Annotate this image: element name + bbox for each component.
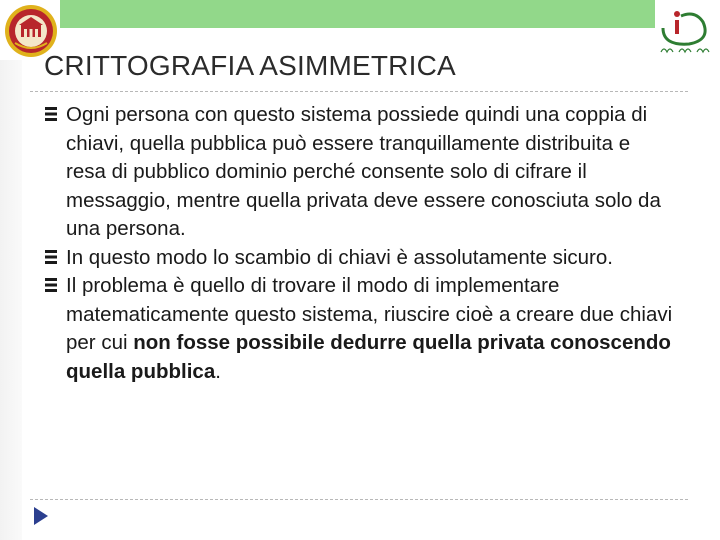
bullet-text [66, 274, 672, 383]
bullet-marker-icon [44, 276, 58, 294]
footer-divider [30, 499, 688, 500]
slide-title: CRITTOGRAFIA ASIMMETRICA [44, 50, 456, 81]
bullet-list [44, 101, 674, 386]
bullet-text-bold: non fosse possibile dedurre quella privata conoscendo quella pubblica [66, 331, 671, 383]
bullet-marker-icon [44, 105, 58, 123]
bullet-item [44, 101, 674, 244]
bullet-text: Ogni persona con questo sistema possiede quindi una coppia di chiavi, quella pubblica può essere tranquillamente distribuita e resa di pubblico dominio perché consente solo di cifrare il messaggio, mentre quella privata deve essere conosciuta solo da una persona. [66, 103, 661, 240]
bullet-text-plain: Il problema è quello di trovare il modo di implementare matematicamente questo sistema, riuscire cioè a creare due chiavi per cui [66, 274, 673, 354]
next-slide-arrow-icon[interactable] [33, 506, 49, 526]
department-logo-icon [655, 6, 717, 62]
bullet-item [44, 272, 674, 386]
bullet-marker-icon [44, 248, 58, 266]
left-margin-strip [0, 60, 28, 540]
top-accent-bar [60, 0, 655, 28]
bullet-item [44, 244, 674, 273]
bullet-text: In questo modo lo scambio di chiavi è assolutamente sicuro. [66, 245, 613, 269]
title-divider [30, 91, 688, 92]
bullet-text-end: . [215, 359, 221, 383]
